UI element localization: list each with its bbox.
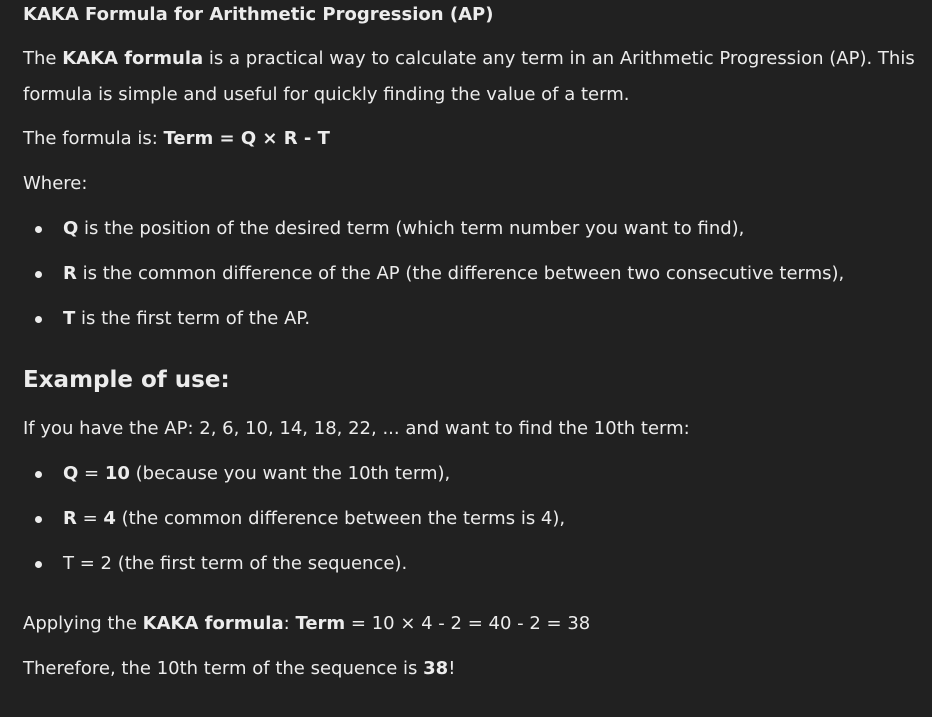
example-note: (because you want the 10th term), <box>129 463 451 484</box>
def-text: is the common difference of the AP (the difference between two consecutive terms), <box>76 263 845 284</box>
list-item <box>63 463 450 484</box>
intro-line-2: formula is simple and useful for quickly finding the value of a term. <box>23 84 630 105</box>
where-label: Where: <box>23 173 88 194</box>
example-value: 10 <box>104 463 130 484</box>
example-key: Q <box>63 463 79 484</box>
bullet-icon <box>35 226 42 233</box>
def-text: is the first term of the AP. <box>75 308 311 329</box>
bullet-icon <box>35 561 42 568</box>
conclusion-tail: ! <box>448 658 456 679</box>
list-item <box>63 308 310 329</box>
example-value: 4 <box>103 508 116 529</box>
example-eq: = <box>74 553 101 574</box>
formula-expression: Term = Q × R - T <box>163 128 330 149</box>
bullet-icon <box>35 316 42 323</box>
formula-lead: The formula is: <box>23 128 164 149</box>
applying-colon: : <box>283 613 296 634</box>
applying-formula-name: KAKA formula <box>142 613 284 634</box>
def-key: Q <box>63 218 79 239</box>
applying-lead: Applying the <box>23 613 143 634</box>
list-item <box>63 263 844 284</box>
def-key: T <box>63 308 76 329</box>
list-item <box>63 553 407 574</box>
list-item <box>63 508 565 529</box>
intro-text-cont: is a practical way to calculate any term in an Arithmetic Progression (AP). This <box>203 48 915 69</box>
intro-text: The <box>23 48 63 69</box>
example-eq: = <box>78 463 105 484</box>
example-heading: Example of use: <box>23 367 230 393</box>
example-key: R <box>63 508 77 529</box>
example-key: T <box>63 553 74 574</box>
conclusion-lead: Therefore, the 10th term of the sequence is <box>23 658 424 679</box>
intro-formula-name: KAKA formula <box>62 48 204 69</box>
bullet-icon <box>35 271 42 278</box>
page-title: KAKA Formula for Arithmetic Progression (AP) <box>23 4 494 25</box>
applying-line <box>23 613 590 634</box>
applying-term: Term <box>295 613 346 634</box>
bullet-icon <box>35 516 42 523</box>
example-value: 2 <box>100 553 112 574</box>
conclusion-value: 38 <box>423 658 449 679</box>
formula-line <box>23 128 330 149</box>
def-key: R <box>63 263 77 284</box>
example-note: (the first term of the sequence). <box>111 553 408 574</box>
def-text: is the position of the desired term (which term number you want to find), <box>78 218 745 239</box>
example-eq: = <box>76 508 104 529</box>
list-item <box>63 218 744 239</box>
example-intro: If you have the AP: 2, 6, 10, 14, 18, 22, ... and want to find the 10th term: <box>23 418 690 439</box>
conclusion-line <box>23 658 455 679</box>
bullet-icon <box>35 471 42 478</box>
intro-line-1 <box>23 48 915 69</box>
example-note: (the common difference between the terms is 4), <box>115 508 566 529</box>
applying-equation: = 10 × 4 - 2 = 40 - 2 = 38 <box>345 613 591 634</box>
